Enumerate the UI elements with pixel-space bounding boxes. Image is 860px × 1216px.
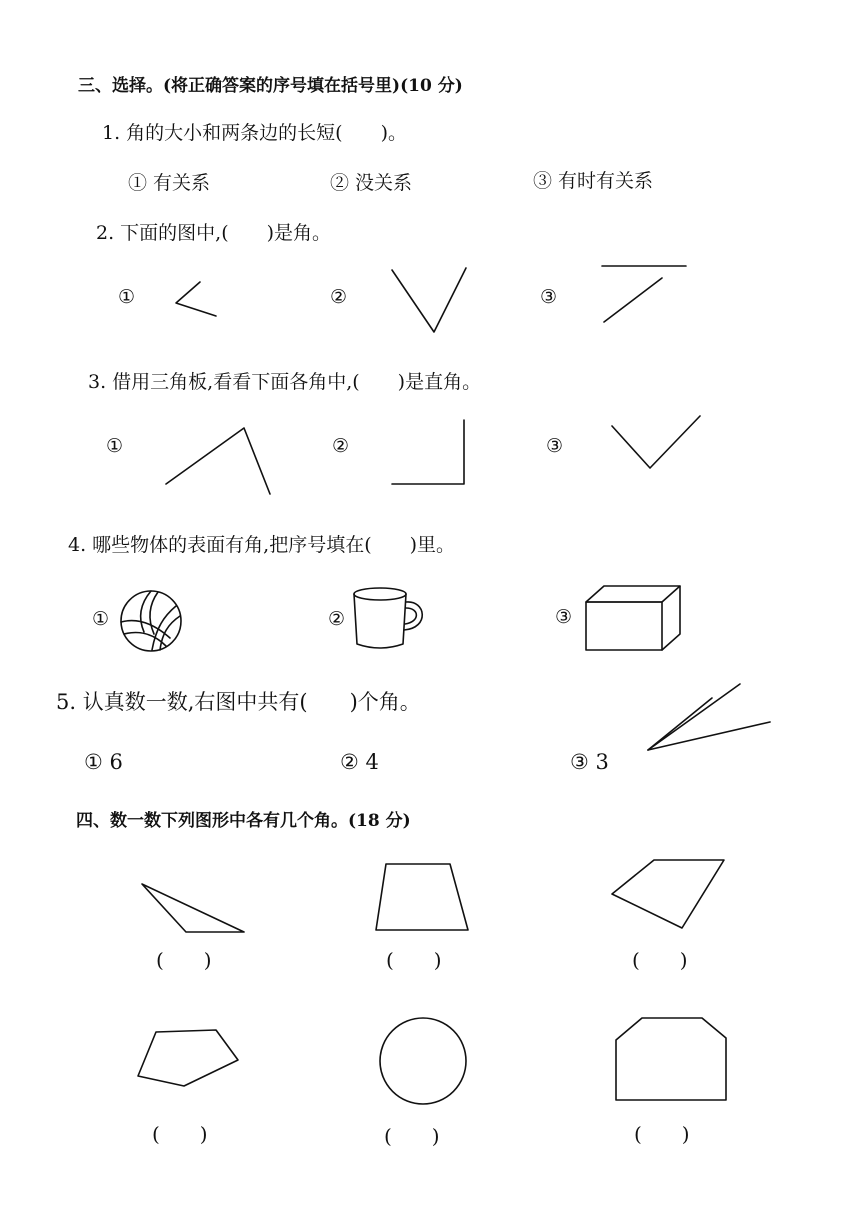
- question-1-option-3: ③ 有时有关系: [533, 170, 654, 192]
- answer-blank-hexagon: ( ): [634, 1122, 690, 1146]
- section-4-heading: 四、数一数下列图形中各有几个角。(18 分): [76, 811, 411, 831]
- question-3-stem: 3. 借用三角板,看看下面各角中,( )是直角。: [88, 371, 482, 393]
- question-2-marker-1: ①: [118, 286, 136, 308]
- volleyball-icon: [118, 588, 184, 654]
- question-2-marker-2: ②: [330, 286, 348, 308]
- answer-blank-triangle: ( ): [156, 948, 212, 972]
- section-3-heading: 三、选择。(将正确答案的序号填在括号里)(10 分): [78, 76, 463, 96]
- shape-trapezoid: [372, 860, 472, 934]
- shape-circle: [376, 1014, 470, 1108]
- question-5-angle-figure: [640, 676, 778, 760]
- question-2-figure-3: [598, 262, 690, 326]
- question-2-stem: 2. 下面的图中,( )是角。: [96, 222, 332, 244]
- question-5-option-2: ② 4: [340, 750, 379, 774]
- question-3-marker-3: ③: [546, 435, 564, 457]
- answer-blank-trapezoid: ( ): [386, 948, 442, 972]
- question-1-option-2: ② 没关系: [330, 172, 413, 194]
- question-2-figure-2: [386, 264, 470, 336]
- question-1-option-1: ① 有关系: [128, 172, 211, 194]
- shape-triangle: [138, 880, 250, 940]
- answer-blank-circle: ( ): [384, 1124, 440, 1148]
- question-4-stem: 4. 哪些物体的表面有角,把序号填在( )里。: [68, 534, 456, 556]
- question-4-marker-3: ③: [555, 606, 573, 628]
- question-3-figure-1: [160, 422, 276, 498]
- cuboid-box-icon: [582, 582, 684, 654]
- shape-pentagon: [132, 1026, 244, 1090]
- question-2-marker-3: ③: [540, 286, 558, 308]
- answer-blank-pentagon: ( ): [152, 1122, 208, 1146]
- question-5-option-3: ③ 3: [570, 750, 609, 774]
- question-4-marker-2: ②: [328, 608, 346, 630]
- shape-rhombus: [608, 856, 728, 932]
- mug-icon: [350, 584, 432, 654]
- answer-blank-rhombus: ( ): [632, 948, 688, 972]
- shape-hexagon: [612, 1014, 730, 1104]
- question-3-figure-3: [606, 412, 706, 474]
- question-3-figure-2: [388, 416, 480, 488]
- question-3-marker-1: ①: [106, 435, 124, 457]
- question-4-marker-1: ①: [92, 608, 110, 630]
- question-5-option-1: ① 6: [84, 750, 123, 774]
- question-3-marker-2: ②: [332, 435, 350, 457]
- question-1-stem: 1. 角的大小和两条边的长短( )。: [102, 122, 407, 144]
- question-5-stem: 5. 认真数一数,右图中共有( )个角。: [56, 690, 421, 714]
- question-2-figure-1: [170, 276, 220, 320]
